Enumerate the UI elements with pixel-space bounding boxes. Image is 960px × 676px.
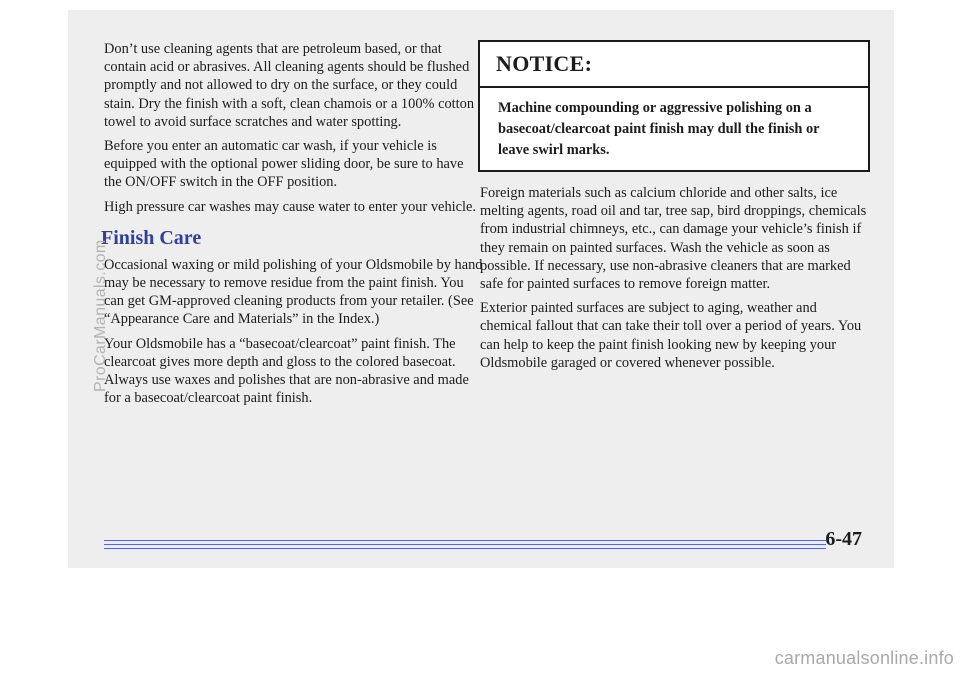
notice-text: Machine compounding or aggressive polishing on a basecoat/clearcoat paint finish may dull the finish or leave swirl marks. bbox=[498, 100, 820, 158]
paragraph-automatic-car-wash: Before you enter an automatic car wash, if your vehicle is equipped with the optional power sliding door, be sure to have the ON/OFF switch in the OFF position. bbox=[104, 138, 464, 191]
page-number: 6-47 bbox=[825, 528, 862, 550]
right-column bbox=[480, 184, 870, 378]
left-column bbox=[101, 40, 484, 413]
paragraph-high-pressure: High pressure car washes may cause water to enter your vehicle. bbox=[104, 198, 477, 215]
notice-box bbox=[478, 40, 870, 172]
manual-page bbox=[68, 10, 894, 568]
footer-rule-top bbox=[104, 540, 826, 541]
paragraph-basecoat: Your Oldsmobile has a “basecoat/clearcoat” paint finish. The clearcoat gives more depth and gloss to the colored basecoat. Always use waxes and polishes that are non-abrasive and made for a basecoat/clearcoat paint finish. bbox=[104, 335, 469, 407]
footer-rule-middle bbox=[104, 544, 826, 545]
side-watermark: ProCarManuals.com bbox=[92, 239, 109, 392]
paragraph-exterior-surfaces: Exterior painted surfaces are subject to aging, weather and chemical fallout that can take their toll over a period of years. You can help to keep the paint finish looking new by keeping your Oldsmobile garaged or covered whenever possible. bbox=[480, 300, 862, 371]
paragraph-cleaning-agents: Don’t use cleaning agents that are petroleum based, or that contain acid or abrasives. All cleaning agents should be flushed promptly and not allowed to dry on the surface, or they could stain. Dry the finish with a soft, clean chamois or a 100% cotton towel to avoid surface scratches and water spotting. bbox=[104, 41, 475, 130]
paragraph-foreign-materials: Foreign materials such as calcium chloride and other salts, ice melting agents, road oil and tar, tree sap, bird droppings, chemicals from industrial chimneys, etc., can damage your vehicle’s finish if they remain on painted surfaces. Wash the vehicle as soon as possible. If necessary, use non-abrasive cleaners that are marked safe for painted surfaces to remove foreign matter. bbox=[480, 185, 867, 293]
paragraph-waxing: Occasional waxing or mild polishing of your Oldsmobile by hand may be necessary to remove residue from the paint finish. You can get GM-approved cleaning products from your retailer. (See “Appearance Care and Materials” in the Index.) bbox=[104, 256, 483, 328]
notice-title: NOTICE: bbox=[480, 42, 868, 88]
section-title-finish-care: Finish Care bbox=[101, 226, 202, 249]
bottom-watermark: carmanualsonline.info bbox=[774, 648, 954, 668]
footer-rule-bottom bbox=[104, 548, 826, 549]
